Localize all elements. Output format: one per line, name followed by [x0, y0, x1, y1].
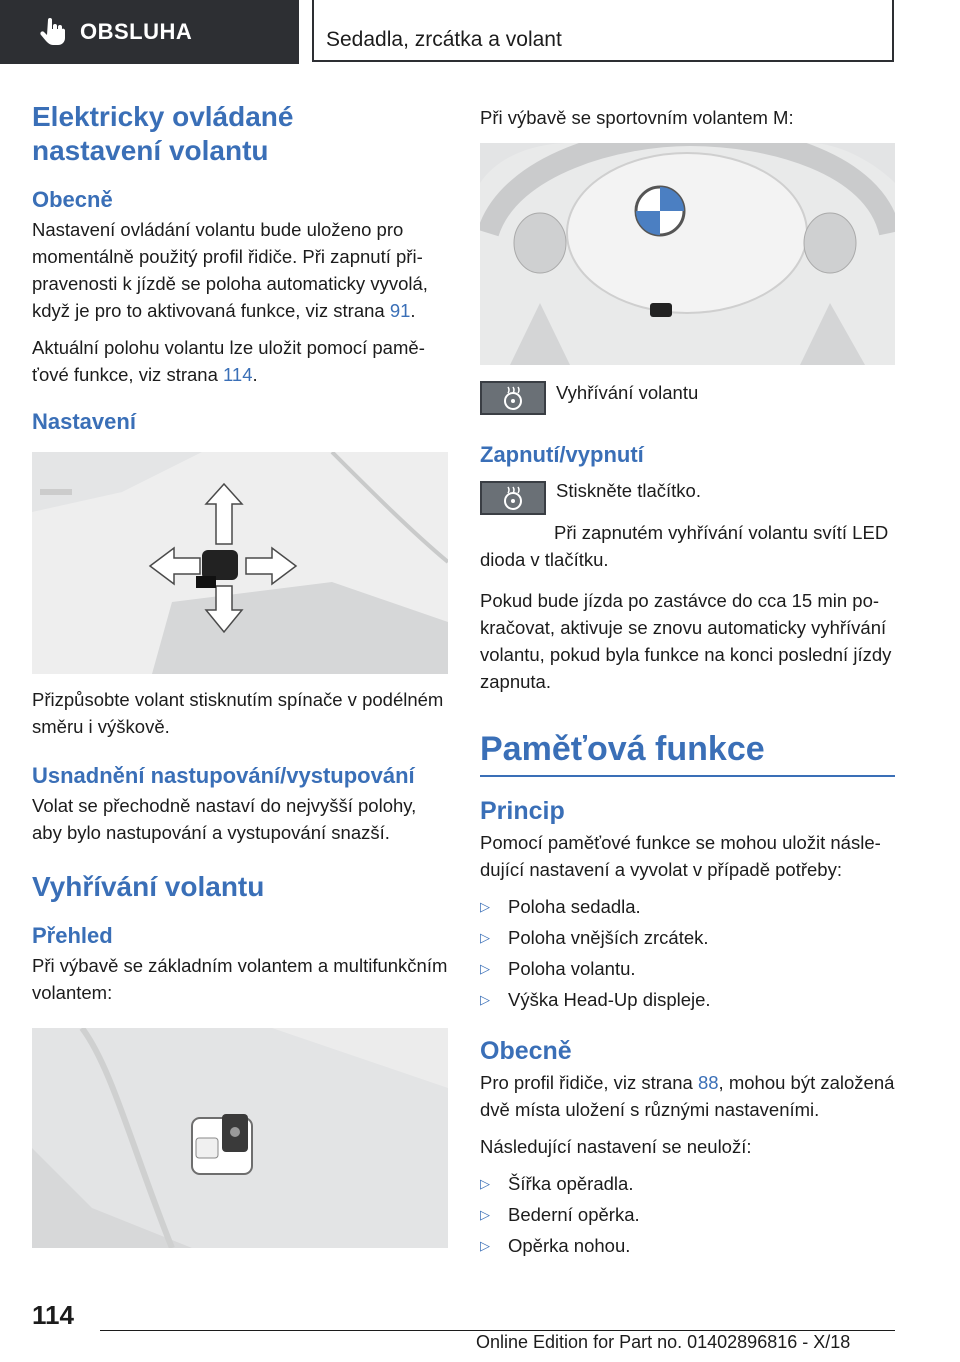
list-item: ▷ Poloha vnějších zrcátek.: [480, 922, 895, 953]
page-number: 114: [32, 1300, 74, 1330]
triangle-bullet-icon: ▷: [480, 1176, 490, 1191]
chapter-tab: [0, 0, 299, 64]
princip-list: [480, 891, 895, 1015]
heading-princip: Princip: [480, 797, 565, 825]
footer-rule: [100, 1330, 895, 1331]
list-item: ▷ Bederní opěrka.: [480, 1199, 895, 1230]
paragraph-obecne-2: Aktuální polohu volantu lze uložit pomocí paměťové funkce, viz strana 114.: [32, 337, 425, 385]
heading-vyhrivani: Vyhřívání volantu: [32, 871, 265, 902]
heading-underline: [480, 775, 895, 777]
section-title: Sedadla, zrcátka a volant: [326, 28, 562, 51]
paragraph-neulozi: Následující nastavení se neuloží:: [480, 1136, 752, 1157]
triangle-bullet-icon: ▷: [480, 1238, 490, 1253]
triangle-bullet-icon: ▷: [480, 992, 490, 1007]
left-column: [32, 100, 448, 1248]
steering-wheel-heat-icon: [480, 381, 546, 415]
list-item: ▷ Šířka opěradla.: [480, 1168, 895, 1199]
heading-prehled: Přehled: [32, 923, 113, 948]
section-header: [312, 0, 894, 62]
heading-electric-steering: Elektricky ovládané nastavení volantu: [32, 101, 294, 166]
nastaveni-caption: Přizpůsobte volant stisknutím spínače v podélném směru i výškově.: [32, 689, 444, 737]
list-item: ▷ Poloha volantu.: [480, 953, 895, 984]
paragraph-press: Stiskněte tlačítko.: [556, 480, 701, 501]
footer-edition: Online Edition for Part no. 01402896816 - X/18: [476, 1332, 851, 1352]
paragraph-usnadneni: Volat se přechodně nastaví do nejvyšší polohy, aby bylo nastupování a vystupování snazší.: [32, 795, 417, 843]
hand-pointer-icon: [40, 18, 66, 46]
paragraph-sport: Při výbavě se sportovním volantem M:: [480, 107, 794, 128]
link-page-91[interactable]: 91: [389, 300, 411, 321]
paragraph-princip: Pomocí paměťové funkce se mohou uložit následující nastavení a vyvolat v případě potřeby:: [480, 832, 881, 880]
chapter-label: OBSLUHA: [80, 19, 193, 44]
heading-usnadneni: Usnadnění nastupování/vystupování: [32, 763, 415, 788]
paragraph-obecne-1: Nastavení ovládání volantu bude uloženo pro momentálně použitý profil řidiče. Při zapnutí připravenosti k jízdě se poloha automaticky vyvolá, když je pro to aktivovaná funkce, viz strana 91.: [32, 219, 428, 321]
paragraph-led: Při zapnutém vyhřívání volantu svítí LED dioda v tlačítku.: [480, 522, 889, 570]
sport-steering-wheel-image: [480, 143, 895, 365]
neulozi-list: [480, 1168, 895, 1261]
triangle-bullet-icon: ▷: [480, 930, 490, 945]
steering-wheel-heat-button-icon: [480, 481, 546, 515]
list-item: ▷ Poloha sedadla.: [480, 891, 895, 922]
heading-obecne: Obecně: [32, 187, 113, 212]
icon-row-press: [480, 477, 895, 515]
icon-caption: Vyhřívání volantu: [556, 382, 699, 403]
paragraph-obecne-2b: Pro profil řidiče, viz strana 88, mohou být založená dvě místa uložení s různými nastaveními.: [480, 1072, 895, 1120]
list-item: ▷ Opěrka nohou.: [480, 1230, 895, 1261]
triangle-bullet-icon: ▷: [480, 899, 490, 914]
heading-nastaveni: Nastavení: [32, 409, 136, 434]
heading-zapnuti: Zapnutí/vypnutí: [480, 442, 644, 467]
heated-steering-button-image: [32, 1028, 448, 1248]
list-item: ▷ Výška Head-Up displeje.: [480, 984, 895, 1015]
heading-pamet: Paměťová funkce: [480, 730, 765, 768]
steering-adjust-switch-image: [32, 452, 448, 674]
icon-row-heating: [480, 381, 895, 415]
right-column: [480, 104, 895, 1261]
triangle-bullet-icon: ▷: [480, 961, 490, 976]
triangle-bullet-icon: ▷: [480, 1207, 490, 1222]
paragraph-pokud: Pokud bude jízda po zastávce do cca 15 min pokračovat, aktivuje se znovu automaticky vyhřívání volantu, pokud byla funkce na konci poslední jízdy zapnuta.: [480, 590, 892, 692]
paragraph-prehled: Při výbavě se základním volantem a multifunkčním volantem:: [32, 955, 448, 1003]
link-page-114[interactable]: 114: [223, 364, 253, 385]
link-page-88[interactable]: 88: [697, 1072, 719, 1093]
heading-obecne-2: Obecně: [480, 1037, 572, 1065]
